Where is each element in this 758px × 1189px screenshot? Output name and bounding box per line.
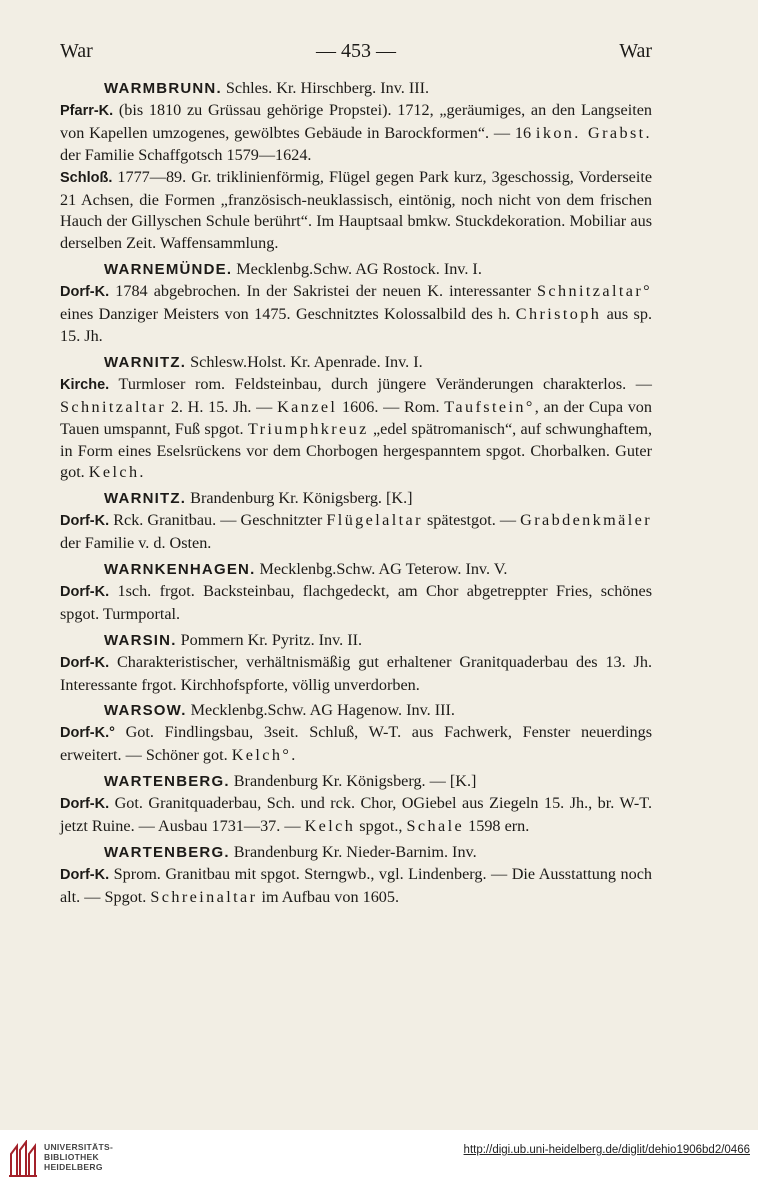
spaced-term: Schreinaltar (150, 887, 258, 906)
place-name: WARTENBERG. (104, 773, 230, 791)
entry-heading (60, 842, 652, 864)
paragraph-text: Charakteristischer, verhältnismäßig gut erhaltener Granitquaderbau des 13. Jh. Interessante frgot. Kirchhofspforte, völlig unverdorben. (60, 652, 652, 694)
paragraph-text: spätestgot. — (422, 511, 521, 530)
entry-heading (60, 630, 652, 652)
building-category: Dorf-K. (60, 284, 110, 301)
paragraph-text: 1sch. frgot. Backsteinbau, flachgedeckt, am Chor abgetreppter Fries, schönes spgot. Turmportal. (60, 581, 652, 623)
place-name: WARMBRUNN. (104, 80, 222, 97)
gazetteer-entry (60, 259, 652, 348)
building-category: Dorf-K. (60, 583, 110, 600)
heidelberg-library-logo-icon[interactable] (8, 1140, 38, 1178)
building-category: Dorf-K. (60, 513, 110, 530)
gazetteer-entry (60, 488, 652, 555)
spaced-term: ikon. Grabst. (535, 123, 652, 142)
place-meta: Pommern Kr. Pyritz. Inv. II. (180, 630, 363, 649)
entry-paragraph (60, 281, 652, 348)
entry-paragraph (60, 581, 652, 626)
spaced-term: Taufstein° (444, 397, 535, 416)
place-name: WARNITZ. (104, 490, 187, 508)
gazetteer-entry (60, 559, 652, 626)
place-meta: Mecklenbg.Schw. AG Hagenow. Inv. III. (190, 701, 455, 720)
entry-heading (60, 771, 652, 793)
page-body (60, 78, 652, 913)
paragraph-text: eines Danziger Meisters von 1475. Geschnitztes Kolossalbild des h. (60, 305, 516, 324)
library-name-line-1: UNIVERSITÄTS- (44, 1142, 114, 1152)
building-category: Dorf-K. (60, 796, 110, 813)
building-category: Dorf-K. (60, 866, 110, 883)
place-meta: Brandenburg Kr. Nieder-Barnim. Inv. (233, 842, 477, 861)
gazetteer-entry (60, 842, 652, 909)
entry-heading (60, 352, 652, 374)
paragraph-text: Got. Findlingsbau, 3seit. Schluß, W-T. aus Fachwerk, Fenster neuerdings erweitert. — Schöner got. (60, 723, 652, 765)
building-category: Kirche. (60, 376, 110, 393)
footer-bar (0, 1130, 758, 1189)
place-meta: Mecklenbg.Schw. AG Teterow. Inv. V. (259, 560, 508, 579)
entry-paragraph (60, 100, 652, 167)
library-name (44, 1142, 113, 1172)
running-header (60, 40, 652, 66)
entry-heading (60, 488, 652, 510)
paragraph-text: Sprom. Granitbau mit spgot. Sterngwb., vgl. Lindenberg. — Die Ausstattung noch alt. — Spgot. (60, 864, 652, 906)
place-meta: Brandenburg Kr. Königsberg. — [K.] (233, 772, 477, 791)
paragraph-text: (bis 1810 zu Grüssau gehörige Propstei). 1712, „geräumiges, an den Langseiten von Kapellen umzogenes, gewölbtes Gebäude in Barockformen“. — 16 (60, 100, 652, 142)
place-name: WARNITZ. (104, 353, 187, 371)
digital-copy-link[interactable]: http://digi.ub.uni-heidelberg.de/diglit/dehio1906bd2/0466 (463, 1144, 750, 1156)
building-category: Schloß. (60, 169, 113, 186)
entry-heading (60, 259, 652, 281)
entry-paragraph (60, 793, 652, 838)
paragraph-text: Got. Granitquaderbau, Sch. und rck. Chor, OGiebel aus Ziegeln 15. Jh., br. W-T. jetzt Ruine. — Ausbau 1731—37. — (60, 794, 652, 835)
spaced-term: Grabdenkmäler (520, 511, 652, 530)
paragraph-text: spgot., (355, 817, 407, 835)
paragraph-text: 1784 abgebrochen. In der Sakristei der neuen K. interessanter (109, 282, 538, 301)
paragraph-text: der Familie Schaffgotsch 1579—1624. (60, 145, 312, 164)
entry-paragraph (60, 722, 652, 767)
paragraph-text: im Aufbau von 1605. (257, 887, 400, 906)
header-left-keyword: War (60, 40, 93, 62)
place-name: WARTENBERG. (104, 843, 230, 861)
place-meta: Schles. Kr. Hirschberg. Inv. III. (225, 79, 430, 97)
place-meta: Brandenburg Kr. Königsberg. [K.] (190, 489, 413, 508)
gazetteer-entry (60, 352, 652, 484)
spaced-term: Flügelaltar (326, 511, 423, 530)
building-category: Pfarr-K. (60, 102, 114, 119)
paragraph-text: 1598 ern. (464, 817, 530, 835)
spaced-term: Kelch (304, 817, 356, 835)
paragraph-text: 2. H. 15. Jh. — (166, 397, 278, 416)
paragraph-text: , an der Cupa von Tauen umspannt, Fuß spgot. (60, 397, 652, 438)
place-name: WARNEMÜNDE. (104, 261, 233, 279)
spaced-term: Kelch. (88, 463, 146, 482)
spaced-term: Triumphkreuz (247, 419, 369, 438)
building-category: Dorf-K.° (60, 725, 115, 742)
library-name-line-3: HEIDELBERG (44, 1162, 103, 1172)
paragraph-text: 1606. — Rom. (337, 397, 445, 416)
paragraph-text: 1777—89. Gr. triklinienförmig, Flügel gegen Park kurz, 3geschossig, Vorderseite 21 Achsen, die Formen „französisch-neuklassisch, eintönig, noch nicht von dem frischen Hauch der Gillyschen Schule berührt“. Im Hauptsaal bmkw. Stuckdekoration. Mobiliar aus derselben Zeit. Waffensammlung. (60, 167, 652, 253)
entry-paragraph (60, 374, 652, 485)
paragraph-text: aus sp. 15. Jh. (60, 305, 653, 345)
paragraph-text: Turmloser rom. Feldsteinbau, durch jüngere Veränderungen charakterlos. — (109, 374, 652, 393)
spaced-term: Schale (406, 817, 465, 835)
place-name: WARSOW. (104, 702, 187, 720)
entry-paragraph (60, 167, 652, 256)
entry-paragraph (60, 510, 652, 555)
paragraph-text: „edel spätromanisch“, auf schwunghaftem, in Form eines Eselsrückens vor dem Chorbogen hergespanntem spgot. Chorbalken. Guter got. (60, 419, 653, 482)
place-meta: Mecklenbg.Schw. AG Rostock. Inv. I. (236, 260, 482, 279)
entry-paragraph (60, 864, 652, 909)
library-name-line-2: BIBLIOTHEK (44, 1152, 99, 1162)
entry-paragraph (60, 652, 652, 697)
gazetteer-entry (60, 700, 652, 767)
spaced-term: Kanzel (277, 397, 338, 416)
spaced-term: Kelch°. (231, 746, 298, 765)
building-category: Dorf-K. (60, 654, 110, 671)
entry-heading (60, 559, 652, 581)
gazetteer-entry (60, 771, 652, 838)
place-meta: Schlesw.Holst. Kr. Apenrade. Inv. I. (190, 352, 423, 371)
spaced-term: Christoph (515, 305, 602, 324)
paragraph-text: Rck. Granitbau. — Geschnitzter (109, 511, 327, 530)
spaced-term: Schnitzaltar° (537, 282, 652, 301)
entry-heading (60, 78, 652, 100)
header-right-keyword: War (619, 40, 652, 62)
place-name: WARNKENHAGEN. (104, 561, 256, 579)
gazetteer-entry (60, 78, 652, 255)
page-number: — 453 — (316, 40, 396, 62)
entry-heading (60, 700, 652, 722)
spaced-term: Schnitzaltar (60, 397, 167, 416)
paragraph-text: der Familie v. d. Osten. (60, 534, 212, 553)
place-name: WARSIN. (104, 631, 177, 649)
gazetteer-entry (60, 630, 652, 697)
